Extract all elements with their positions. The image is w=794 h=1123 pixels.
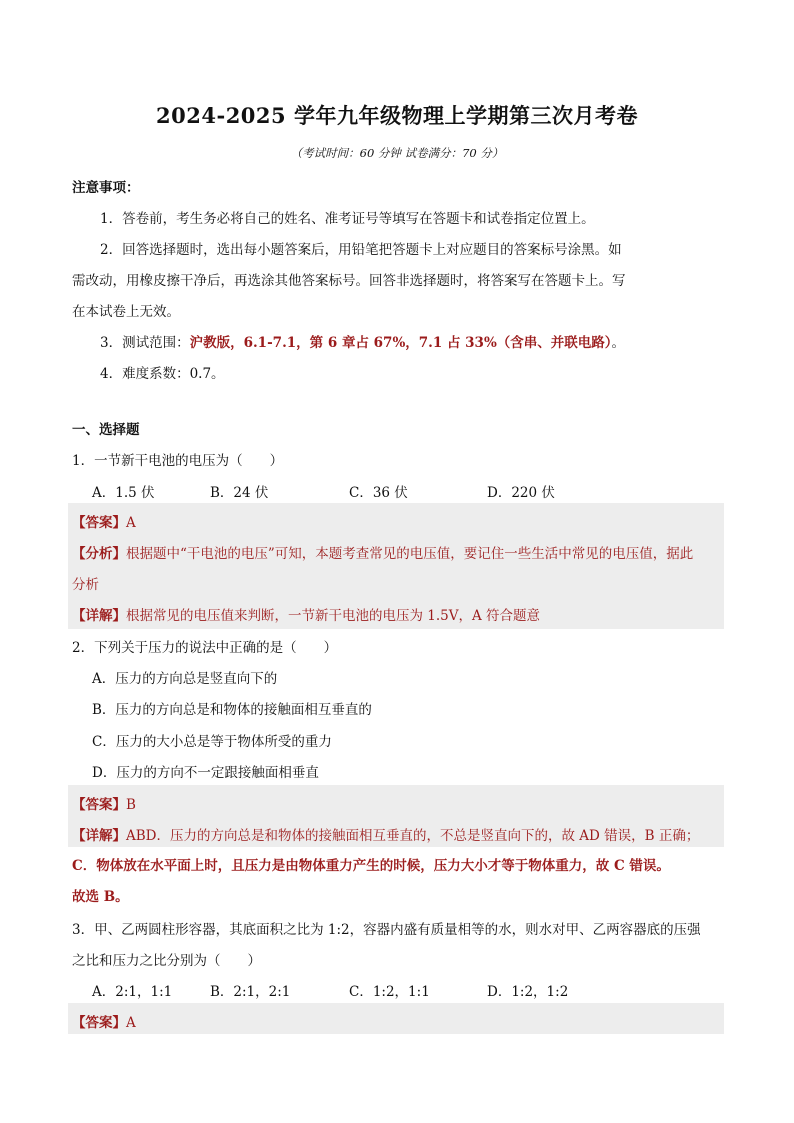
q1-option-d: D．220 伏 (487, 485, 555, 501)
q1-analysis-line-2: 分析 (72, 577, 99, 593)
q1-stem: 1．一节新干电池的电压为（ ） (72, 453, 284, 469)
q1-analysis (72, 542, 693, 562)
notes-item-4: 4．难度系数：0.7。 (100, 366, 225, 382)
q1-detail-tag: 【详解】 (72, 608, 126, 624)
q2-detail-line-2: C．物体放在水平面上时，且压力是由物体重力产生的时候，压力大小才等于物体重力，故 C 错误。 (72, 858, 670, 874)
q3-option-b: B．2:1，2:1 (210, 984, 291, 1000)
q2-option-c: C．压力的大小总是等于物体所受的重力 (92, 734, 332, 750)
q2-solution-block (68, 785, 724, 847)
q1-answer-tag: 【答案】 (72, 515, 126, 531)
q3-stem-line-2: 之比和压力之比分别为（ ） (72, 953, 261, 969)
notes-item-2-line-3: 在本试卷上无效。 (72, 304, 180, 320)
q1-option-b: B．24 伏 (210, 485, 269, 501)
q1-detail (72, 604, 540, 624)
q2-option-a: A．压力的方向总是竖直向下的 (92, 671, 278, 687)
q2-stem: 2．下列关于压力的说法中正确的是（ ） (72, 640, 338, 656)
q3-answer-tag: 【答案】 (72, 1015, 126, 1031)
q1-answer (72, 511, 136, 531)
q2-answer-tag: 【答案】 (72, 797, 126, 813)
notes-item-3-suffix: 。 (611, 335, 626, 351)
exam-subtitle: （考试时间：60 分钟 试卷满分：70 分） (290, 146, 504, 160)
q2-option-b: B．压力的方向总是和物体的接触面相互垂直的 (92, 702, 372, 718)
q3-answer (72, 1011, 136, 1031)
q2-answer (72, 793, 136, 813)
q3-solution-block (68, 1003, 724, 1034)
q1-answer-value: A (126, 515, 136, 531)
q2-detail-line-1: ABD．压力的方向总是和物体的接触面相互垂直的，不总是竖直向下的，故 AD 错误，B 正确； (126, 828, 700, 844)
notes-item-3-prefix: 3．测试范围： (100, 335, 190, 351)
section-heading: 一、选择题 (72, 422, 140, 438)
notes-item-2-line-2: 需改动，用橡皮擦干净后，再选涂其他答案标号。回答非选择题时，将答案写在答题卡上。写 (72, 273, 626, 289)
q3-option-c: C．1:2，1:1 (349, 984, 430, 1000)
q2-detail-line-3: 故选 B。 (72, 889, 129, 905)
q1-solution-block (68, 503, 724, 629)
q2-option-d: D．压力的方向不一定跟接触面相垂直 (92, 765, 319, 781)
q2-detail (72, 824, 699, 844)
q1-option-c: C．36 伏 (349, 485, 408, 501)
q2-detail-tag: 【详解】 (72, 828, 126, 844)
notes-item-3 (100, 331, 625, 351)
q1-detail-text: 根据常见的电压值来判断，一节新干电池的电压为 1.5V，A 符合题意 (126, 608, 541, 624)
q3-answer-value: A (126, 1015, 136, 1031)
exam-title: 2024-2025 学年九年级物理上学期第三次月考卷 (156, 103, 638, 128)
notes-item-2-line-1: 2．回答选择题时，选出每小题答案后，用铅笔把答题卡上对应题目的答案标号涂黑。如 (100, 242, 622, 258)
q1-analysis-tag: 【分析】 (72, 546, 126, 562)
q1-option-a: A．1.5 伏 (92, 485, 155, 501)
notes-heading: 注意事项： (72, 180, 140, 196)
q3-option-a: A．2:1，1:1 (92, 984, 173, 1000)
q2-answer-value: B (126, 797, 136, 813)
q3-option-d: D．1:2，1:2 (487, 984, 569, 1000)
notes-item-1: 1．答卷前，考生务必将自己的姓名、准考证号等填写在答题卡和试卷指定位置上。 (100, 211, 595, 227)
q1-analysis-line-1: 根据题中“干电池的电压”可知，本题考查常见的电压值，要记住一些生活中常见的电压值，据此 (126, 546, 694, 562)
notes-item-3-scope: 沪教版，6.1-7.1，第 6 章占 67%，7.1 占 33%（含串、并联电路） (189, 335, 612, 351)
q3-stem-line-1: 3．甲、乙两圆柱形容器，其底面积之比为 1:2，容器内盛有质量相等的水，则水对甲、乙两容器底的压强 (72, 922, 701, 938)
